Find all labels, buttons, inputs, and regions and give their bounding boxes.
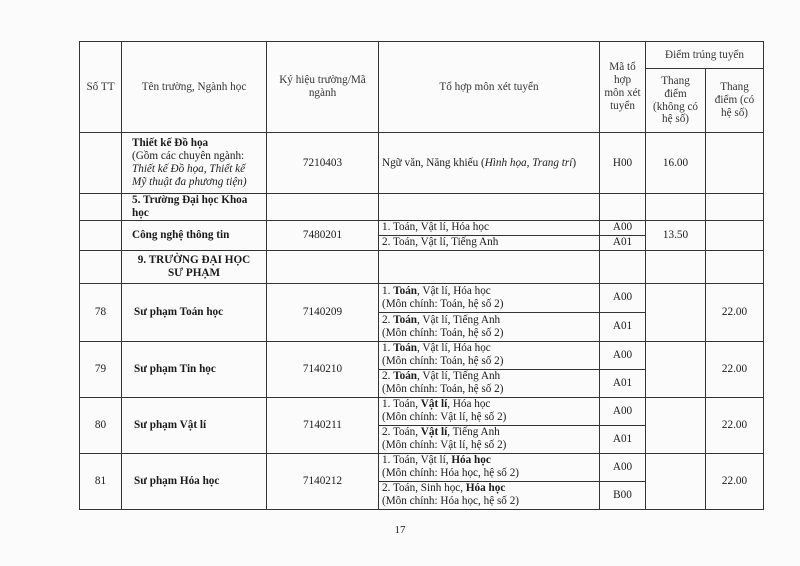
program-code: 7140210 bbox=[267, 341, 379, 397]
combo-code: B00 bbox=[600, 481, 646, 509]
admission-score-table bbox=[79, 41, 764, 510]
table-row bbox=[80, 220, 764, 235]
score: 22.00 bbox=[706, 453, 764, 509]
program-code: 7210403 bbox=[267, 133, 379, 194]
header-name: Tên trường, Ngành học bbox=[122, 42, 267, 133]
score: 13.50 bbox=[646, 220, 706, 250]
table-row bbox=[80, 397, 764, 425]
program-code: 7140212 bbox=[267, 453, 379, 509]
program-name: Sư phạm Toán học bbox=[122, 283, 267, 341]
table-row bbox=[80, 133, 764, 194]
program-name: Sư phạm Tin học bbox=[122, 341, 267, 397]
combo-text: Ngữ văn, Năng khiếu (Hình họa, Trang trí) bbox=[379, 133, 600, 194]
combo-code: A00 bbox=[600, 220, 646, 235]
combo-text: 1. Toán, Vật lí, Hóa học (Môn chính: Vật lí, hệ số 2) bbox=[379, 397, 600, 425]
program-name: Thiết kế Đồ họa (Gồm các chuyên ngành: Thiết kế Đồ họa, Thiết kế Mỹ thuật đa phương tiện) bbox=[122, 133, 267, 194]
program-code: 7140211 bbox=[267, 397, 379, 453]
header-row bbox=[80, 42, 764, 69]
section-title: 9. TRƯỜNG ĐẠI HỌC SƯ PHẠM bbox=[122, 250, 267, 283]
row-number: 79 bbox=[80, 341, 122, 397]
row-number: 81 bbox=[80, 453, 122, 509]
combo-code: A00 bbox=[600, 397, 646, 425]
page-number: 17 bbox=[394, 524, 406, 536]
combo-text: 1. Toán, Vật lí, Hóa học (Môn chính: Toán, hệ số 2) bbox=[379, 283, 600, 312]
combo-code: A00 bbox=[600, 283, 646, 312]
combo-text: 2. Toán, Vật lí, Tiếng Anh bbox=[379, 235, 600, 250]
combo-code: A01 bbox=[600, 312, 646, 341]
combo-text: 1. Toán, Vật lí, Hóa học (Môn chính: Toán, hệ số 2) bbox=[379, 341, 600, 369]
header-scale-coef: Thang điểm (có hệ số) bbox=[706, 69, 764, 133]
header-scale-no-coef: Thang điểm (không có hệ số) bbox=[646, 69, 706, 133]
combo-code: A00 bbox=[600, 453, 646, 481]
header-score: Điểm trúng tuyển bbox=[646, 42, 764, 69]
score: 22.00 bbox=[706, 397, 764, 453]
header-code: Ký hiệu trường/Mã ngành bbox=[267, 42, 379, 133]
combo-text: 1. Toán, Vật lí, Hóa học (Môn chính: Hóa học, hệ số 2) bbox=[379, 453, 600, 481]
combo-code: A01 bbox=[600, 235, 646, 250]
table-row bbox=[80, 283, 764, 312]
score: 22.00 bbox=[706, 341, 764, 397]
combo-code: A00 bbox=[600, 341, 646, 369]
score: 22.00 bbox=[706, 283, 764, 341]
program-code: 7140209 bbox=[267, 283, 379, 341]
score: 16.00 bbox=[646, 133, 706, 194]
combo-code: A01 bbox=[600, 369, 646, 397]
section-title: 5. Trường Đại học Khoa học bbox=[122, 194, 267, 221]
combo-text: 1. Toán, Vật lí, Hóa học bbox=[379, 220, 600, 235]
combo-code: H00 bbox=[600, 133, 646, 194]
combo-text: 2. Toán, Vật lí, Tiếng Anh (Môn chính: Toán, hệ số 2) bbox=[379, 369, 600, 397]
section-row bbox=[80, 194, 764, 221]
combo-code: A01 bbox=[600, 425, 646, 453]
header-combo: Tổ hợp môn xét tuyển bbox=[379, 42, 600, 133]
combo-text: 2. Toán, Vật lí, Tiếng Anh (Môn chính: Vật lí, hệ số 2) bbox=[379, 425, 600, 453]
combo-text: 2. Toán, Vật lí, Tiếng Anh (Môn chính: Toán, hệ số 2) bbox=[379, 312, 600, 341]
header-stt: Số TT bbox=[80, 42, 122, 133]
table-row bbox=[80, 453, 764, 481]
row-number: 80 bbox=[80, 397, 122, 453]
section-row bbox=[80, 250, 764, 283]
header-combo-code: Mã tổ hợp môn xét tuyển bbox=[600, 42, 646, 133]
program-name: Sư phạm Vật lí bbox=[122, 397, 267, 453]
table-row bbox=[80, 341, 764, 369]
program-name: Sư phạm Hóa học bbox=[122, 453, 267, 509]
combo-text: 2. Toán, Sinh học, Hóa học (Môn chính: Hóa học, hệ số 2) bbox=[379, 481, 600, 509]
row-number: 78 bbox=[80, 283, 122, 341]
program-name: Công nghệ thông tin bbox=[122, 220, 267, 250]
program-code: 7480201 bbox=[267, 220, 379, 250]
